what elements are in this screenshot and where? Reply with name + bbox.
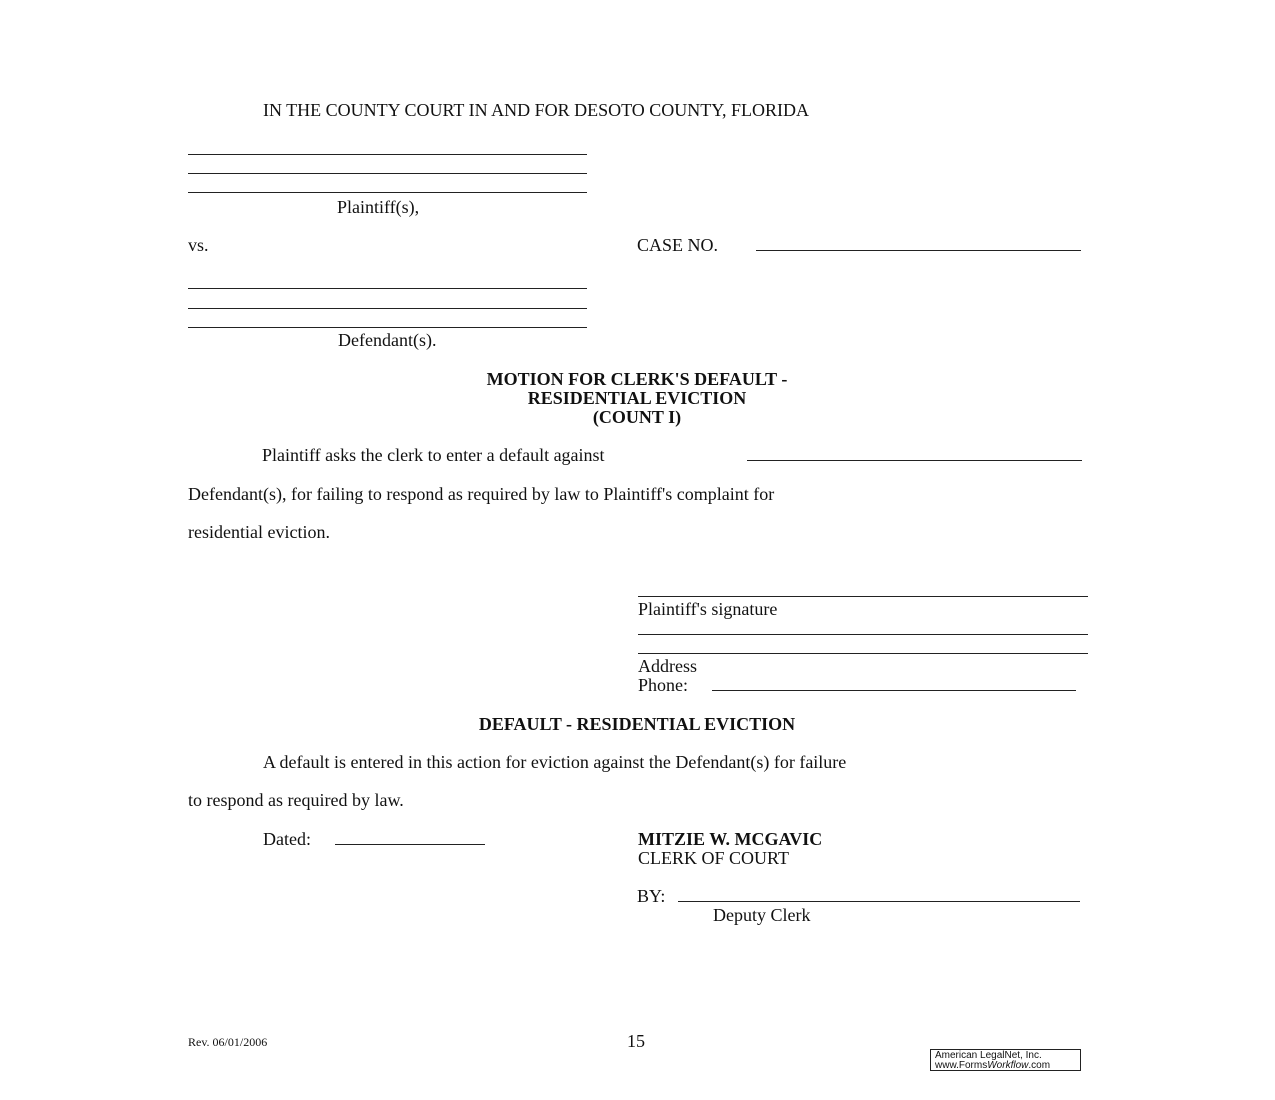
default-section-title: DEFAULT - RESIDENTIAL EVICTION	[478, 714, 796, 734]
address-line-2[interactable]	[638, 653, 1088, 654]
defendant-blank-line-3[interactable]	[188, 327, 587, 328]
publisher-url: www.FormsWorkflow.com	[935, 1060, 1051, 1071]
publisher-badge	[930, 1049, 1081, 1071]
clerk-title: CLERK OF COURT	[638, 848, 789, 868]
phone-blank-line[interactable]	[712, 690, 1076, 691]
phone-label: Phone:	[638, 675, 689, 695]
motion-body-line-3: residential eviction.	[188, 522, 330, 542]
defendant-label: Defendant(s).	[338, 330, 437, 350]
page-number: 15	[627, 1031, 645, 1051]
plaintiff-signature-label: Plaintiff's signature	[638, 599, 778, 619]
vs-label: vs.	[188, 235, 209, 255]
by-label: BY:	[637, 886, 666, 906]
dated-blank-line[interactable]	[335, 844, 485, 845]
default-body-line-1: A default is entered in this action for eviction against the Defendant(s) for failure	[263, 752, 847, 772]
clerk-name: MITZIE W. MCGAVIC	[638, 829, 823, 849]
address-line-1[interactable]	[638, 634, 1088, 635]
plaintiff-signature-line[interactable]	[638, 596, 1088, 597]
motion-title-line-3: (COUNT I)	[592, 407, 682, 427]
case-no-label: CASE NO.	[637, 235, 719, 255]
default-against-blank-line[interactable]	[747, 460, 1082, 461]
deputy-clerk-label: Deputy Clerk	[713, 905, 811, 925]
motion-body-line-1: Plaintiff asks the clerk to enter a default against	[262, 445, 605, 465]
case-no-blank-line[interactable]	[756, 250, 1081, 251]
plaintiff-blank-line-1[interactable]	[188, 154, 587, 155]
revision-date: Rev. 06/01/2006	[188, 1035, 268, 1049]
defendant-blank-line-1[interactable]	[188, 288, 587, 289]
address-label: Address	[638, 656, 697, 676]
plaintiff-label: Plaintiff(s),	[337, 197, 420, 217]
motion-title-line-1: MOTION FOR CLERK'S DEFAULT -	[486, 369, 788, 389]
motion-title-line-2: RESIDENTIAL EVICTION	[527, 388, 747, 408]
motion-body-line-2: Defendant(s), for failing to respond as required by law to Plaintiff's complaint for	[188, 484, 775, 504]
plaintiff-blank-line-2[interactable]	[188, 173, 587, 174]
dated-label: Dated:	[263, 829, 311, 849]
publisher-name: American LegalNet, Inc.	[935, 1050, 1042, 1061]
defendant-blank-line-2[interactable]	[188, 308, 587, 309]
plaintiff-blank-line-3[interactable]	[188, 192, 587, 193]
default-body-line-2: to respond as required by law.	[188, 790, 404, 810]
court-title: IN THE COUNTY COURT IN AND FOR DESOTO COUNTY, FLORIDA	[263, 100, 809, 120]
deputy-signature-line[interactable]	[678, 901, 1080, 902]
